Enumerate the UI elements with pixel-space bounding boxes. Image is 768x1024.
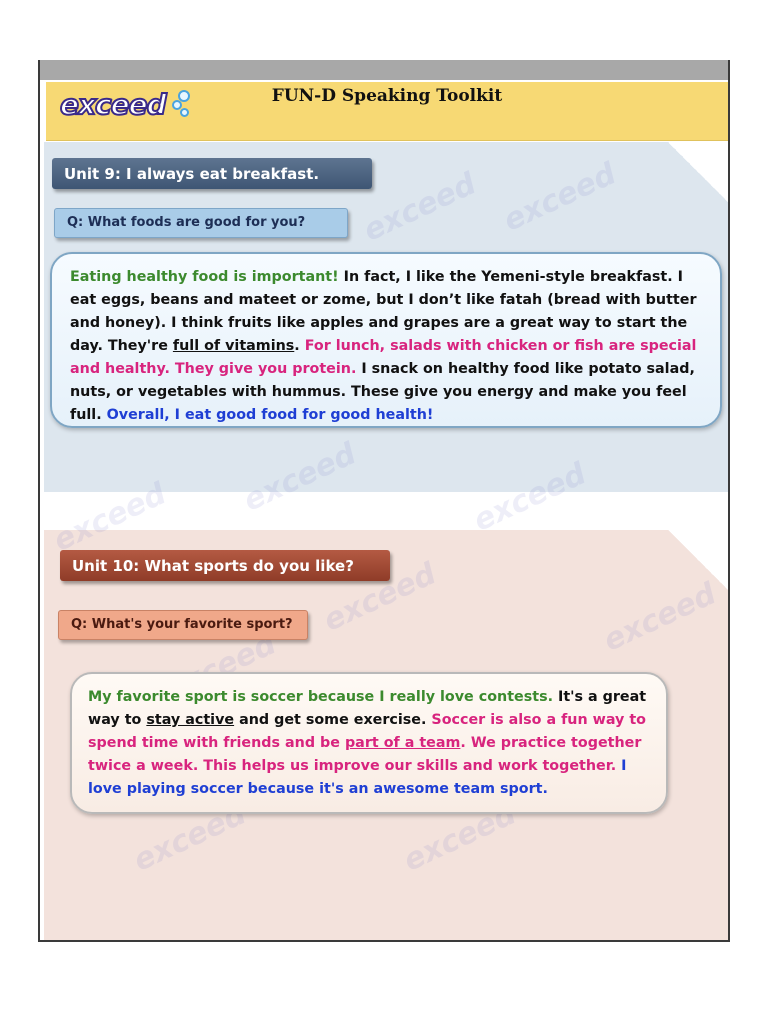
answer-sentence: I snack on healthy food like potato salad, nuts, or vegetables with hummus. These give you energy and make you feel full. — [70, 361, 695, 423]
answer-underlined-phrase: full of vitamins — [172, 338, 295, 354]
exceed-logo: exceed — [60, 88, 166, 121]
unit10-title-tab: Unit 10: What sports do you like? — [60, 550, 390, 581]
unit9-title-tab: Unit 9: I always eat breakfast. — [52, 158, 372, 189]
exceed-watermark: exceed — [48, 476, 172, 559]
document-page — [38, 60, 730, 942]
answer-sentence: My favorite sport is soccer because I really love contests. — [88, 689, 554, 705]
exceed-watermark: exceed — [468, 456, 592, 539]
top-gray-strip — [40, 60, 728, 80]
answer-sentence: Eating healthy food is important! — [70, 269, 339, 285]
document-title: FUN-D Speaking Toolkit — [271, 86, 503, 106]
answer-sentence: For lunch, salads with chicken or fish are special and healthy. They give you protein. — [70, 338, 697, 377]
answer-sentence: . — [294, 338, 305, 354]
answer-underlined-phrase: part of a team — [344, 735, 461, 751]
answer-underlined-phrase: stay active — [146, 712, 235, 728]
answer-sentence: Overall, I eat good food for good health! — [106, 407, 434, 423]
answer-sentence: In fact, I like the Yemeni-style breakfast. I eat eggs, beans and mateet or zome, but I don’t like fatah (bread with butter and honey). I think fruits like apples and grapes are a great way to start the day. They're — [70, 269, 697, 354]
answer-sentence: I love playing soccer because it's an awesome team sport. — [88, 758, 627, 797]
unit9-answer-box — [50, 252, 722, 428]
header-band — [46, 82, 728, 141]
unit10-question-tab: Q: What's your favorite sport? — [58, 610, 308, 640]
page-fold-corner — [668, 530, 728, 590]
answer-sentence: . We practice together twice a week. This helps us improve our skills and work together. — [88, 735, 642, 774]
page-fold-corner — [668, 142, 728, 202]
answer-sentence: Soccer is also a fun way to spend time with friends and be — [88, 712, 647, 751]
answer-sentence: and get some exercise. — [234, 712, 432, 728]
answer-sentence: It's a great way to — [88, 689, 647, 728]
unit10-answer-box — [70, 672, 668, 814]
unit9-question-tab: Q: What foods are good for you? — [54, 208, 348, 238]
